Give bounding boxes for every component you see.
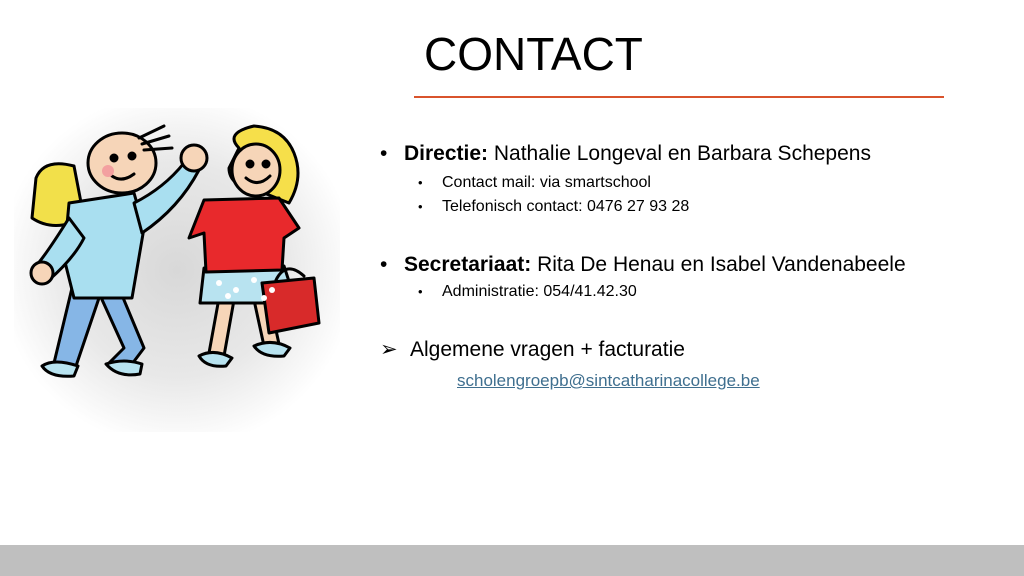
directie-detail-phone: [418, 196, 689, 218]
algemeen-item: [380, 336, 685, 364]
arrow-bullet-icon: ➢: [380, 338, 398, 361]
detail-text: Telefonisch contact: 0476 27 93 28: [442, 198, 690, 215]
directie-names: Nathalie Longeval en Barbara Schepens: [488, 142, 871, 165]
detail-text: Administratie: 054/41.42.30: [442, 283, 637, 300]
bullet-icon: •: [418, 284, 423, 299]
bullet-icon: •: [418, 199, 423, 214]
secretariaat-detail-admin: [418, 281, 637, 303]
footer-bar: [0, 545, 1024, 576]
bullet-icon: •: [380, 142, 388, 165]
bullet-icon: •: [380, 253, 388, 276]
children-illustration: [14, 108, 340, 432]
directie-item: [380, 140, 871, 168]
detail-text: Contact mail: via smartschool: [442, 174, 651, 191]
slide-title: CONTACT: [424, 28, 643, 80]
directie-label: Directie:: [404, 142, 489, 165]
algemeen-text: Algemene vragen + facturatie: [410, 338, 685, 361]
directie-detail-mail: [418, 172, 651, 194]
secretariaat-names: Rita De Henau en Isabel Vandenabeele: [531, 253, 906, 276]
secretariaat-item: [380, 251, 906, 279]
bullet-icon: •: [418, 175, 423, 190]
secretariaat-label: Secretariaat:: [404, 253, 532, 276]
email-link[interactable]: scholengroepb@sintcatharinacollege.be: [457, 371, 760, 390]
title-underline: [414, 96, 944, 98]
